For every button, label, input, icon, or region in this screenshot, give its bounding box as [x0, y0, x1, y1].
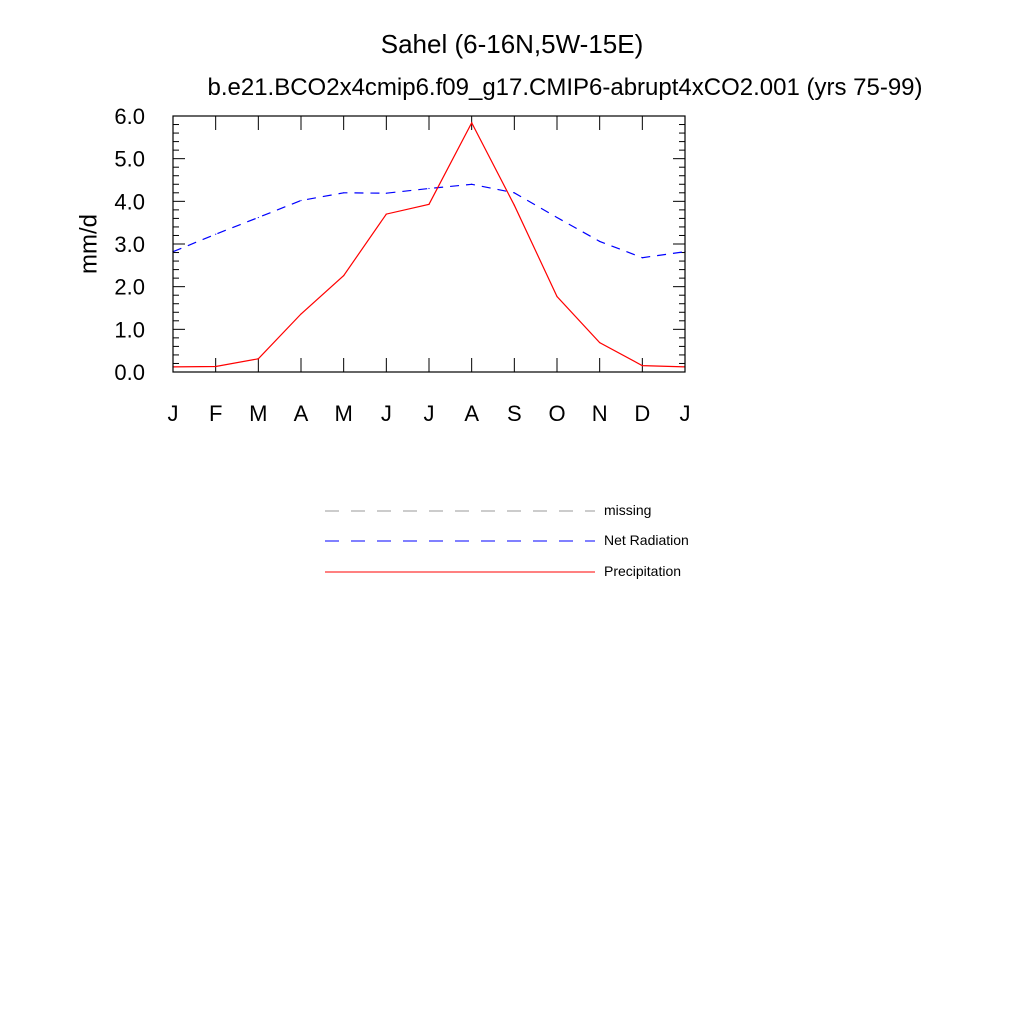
y-tick-label: 5.0 — [114, 146, 145, 172]
chart-subtitle: b.e21.BCO2x4cmip6.f09_g17.CMIP6-abrupt4xCO2.001 (yrs 75-99) — [207, 74, 923, 101]
legend-label-precipitation: Precipitation — [604, 563, 682, 579]
data-point — [386, 214, 387, 215]
x-tick-label: F — [208, 401, 223, 426]
x-tick-label: J — [423, 401, 435, 426]
data-point — [428, 188, 429, 189]
data-point — [300, 313, 301, 314]
y-tick-label: 0.0 — [114, 359, 145, 385]
data-point — [514, 192, 515, 193]
series-lines — [172, 122, 685, 367]
series-line-precipitation — [173, 123, 685, 367]
plot-frame — [173, 116, 685, 372]
legend-swatch-net-radiation — [325, 540, 595, 542]
legend-label-missing: missing — [604, 502, 652, 518]
x-tick-label: J — [167, 401, 179, 426]
y-tick-label: 4.0 — [114, 189, 145, 215]
series-line-net-radiation — [173, 184, 685, 257]
data-point — [215, 366, 216, 367]
y-axis-label: mm/d — [75, 214, 103, 274]
y-tick-label: 2.0 — [114, 274, 145, 300]
x-tick-label: A — [464, 401, 480, 426]
x-tick-label: D — [634, 401, 651, 426]
chart-legend — [325, 498, 745, 589]
data-point — [300, 200, 301, 201]
data-point — [258, 358, 259, 359]
data-point — [428, 204, 429, 205]
chart-title: Sahel (6-16N,5W-15E) — [380, 29, 644, 59]
x-tick-label: M — [249, 401, 268, 426]
data-point — [215, 234, 216, 235]
y-tick-label: 6.0 — [114, 103, 145, 129]
data-point — [343, 192, 344, 193]
legend-swatch-precipitation — [325, 571, 595, 573]
data-point — [514, 205, 515, 206]
y-tick-label: 3.0 — [114, 231, 145, 257]
data-point — [599, 342, 600, 343]
data-point — [343, 275, 344, 276]
data-point — [556, 296, 557, 297]
y-tick-label: 1.0 — [114, 317, 145, 343]
data-point — [386, 193, 387, 194]
x-tick-label: O — [548, 401, 566, 426]
legend-item-missing — [325, 498, 745, 528]
data-point — [599, 241, 600, 242]
x-tick-label: S — [506, 401, 522, 426]
axis-labels — [114, 104, 690, 426]
x-tick-label: J — [380, 401, 392, 426]
x-tick-label: A — [293, 401, 309, 426]
legend-item-net-radiation — [325, 528, 745, 559]
axis-ticks — [173, 116, 685, 372]
data-point — [556, 217, 557, 218]
data-point — [258, 217, 259, 218]
legend-swatch-missing — [325, 510, 595, 512]
data-point — [471, 184, 472, 185]
legend-item-precipitation — [325, 559, 745, 589]
x-tick-label: N — [591, 401, 608, 426]
x-tick-label: M — [334, 401, 353, 426]
data-point — [471, 122, 472, 123]
data-point — [642, 257, 643, 258]
legend-label-net-radiation: Net Radiation — [604, 532, 689, 548]
x-tick-label: J — [679, 401, 691, 426]
data-point — [642, 365, 643, 366]
